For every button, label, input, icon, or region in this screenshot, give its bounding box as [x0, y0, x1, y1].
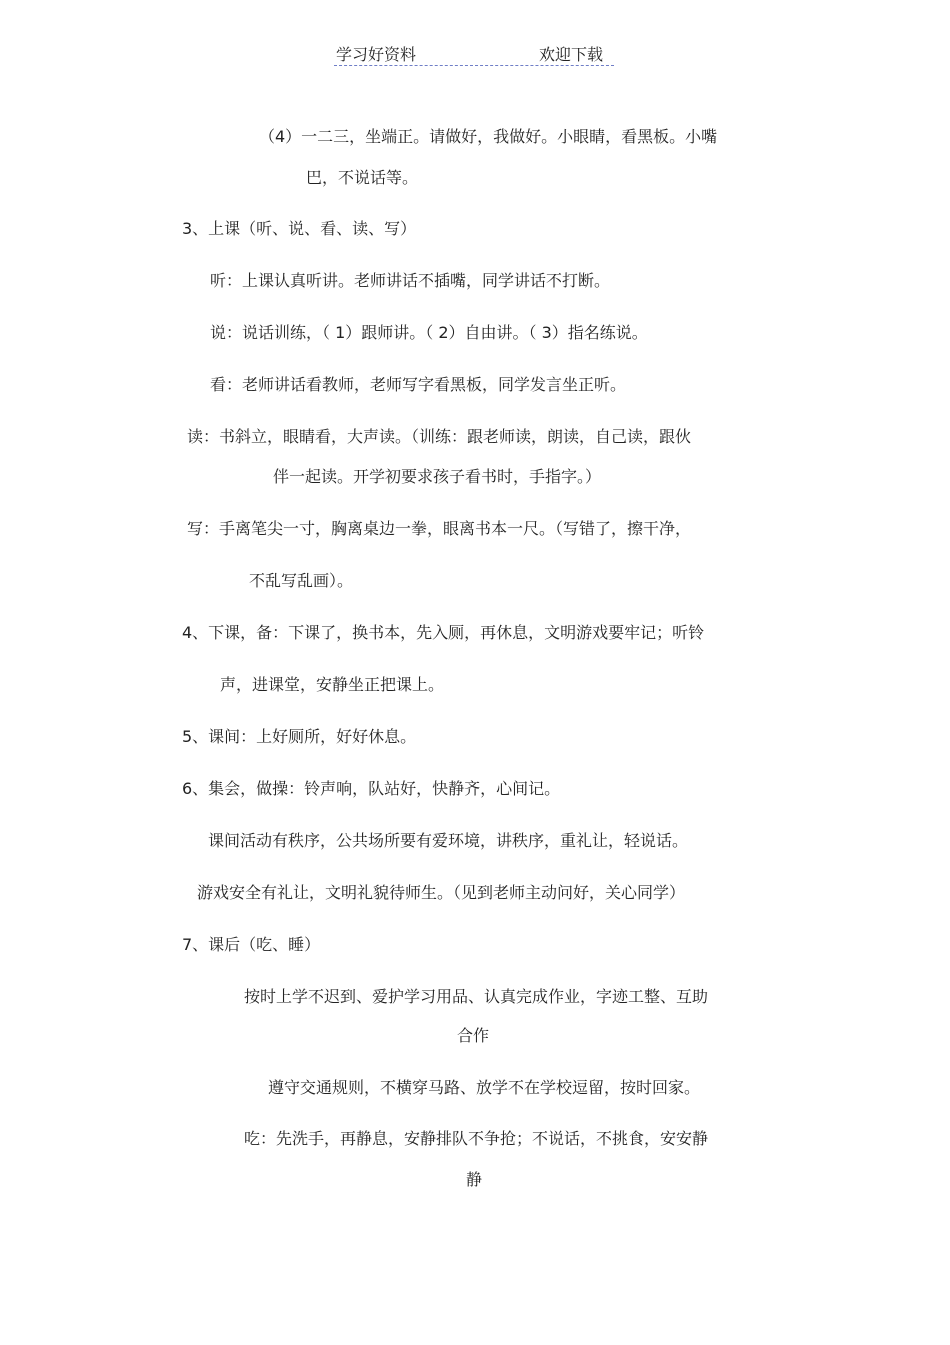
section-heading: 7、课后（吃、睡）	[182, 935, 321, 954]
text-line: 看：老师讲话看教师，老师写字看黑板，同学发言坐正听。	[210, 375, 627, 394]
text-line: 吃：先洗手，再静息，安静排队不争抢；不说话，不挑食，安安静	[244, 1129, 709, 1148]
text-line: 按时上学不迟到、爱护学习用品、认真完成作业，字迹工整、互助	[244, 987, 709, 1006]
text-line: 合作	[457, 1026, 490, 1045]
text-line: 游戏安全有礼让，文明礼貌待师生。（见到老师主动问好，关心同学）	[197, 883, 686, 902]
text-line: 听：上课认真听讲。老师讲话不插嘴，同学讲话不打断。	[210, 271, 611, 290]
text-line: 声，进课堂，安静坐正把课上。	[220, 675, 445, 694]
text-line: 说：说话训练，（ 1）跟师讲。（ 2）自由讲。（ 3）指名练说。	[210, 323, 648, 342]
text-line: 不乱写乱画）。	[249, 571, 354, 590]
text-line: 课间活动有秩序，公共场所要有爱环境，讲秩序，重礼让，轻说话。	[208, 831, 689, 850]
section-heading: 3、上课（听、说、看、读、写）	[182, 219, 417, 238]
text-line: 伴一起读。开学初要求孩子看书时，手指字。）	[273, 467, 602, 486]
section-heading: 5、课间：上好厕所，好好休息。	[182, 727, 417, 746]
text-line: 静	[466, 1170, 483, 1189]
header-left-text: 学习好资料	[336, 45, 417, 64]
text-line: 写：手离笔尖一寸，胸离桌边一拳，眼离书本一尺。（写错了，擦干净，	[187, 519, 692, 538]
page-header	[334, 40, 614, 66]
text-line: 遵守交通规则，不横穿马路、放学不在学校逗留，按时回家。	[268, 1078, 701, 1097]
section-heading: 4、下课，备：下课了，换书本，先入厕，再休息，文明游戏要牢记；听铃	[182, 623, 705, 642]
header-right-text: 欢迎下载	[539, 45, 604, 64]
text-line: 巴，不说话等。	[306, 168, 419, 187]
section-heading: 6、集会，做操：铃声响，队站好，快静齐，心间记。	[182, 779, 561, 798]
text-line: （4）一二三，坐端正。请做好，我做好。小眼睛，看黑板。小嘴	[259, 127, 718, 146]
text-line: 读：书斜立，眼睛看，大声读。（训练：跟老师读，朗读，自己读，跟伙	[187, 427, 692, 446]
